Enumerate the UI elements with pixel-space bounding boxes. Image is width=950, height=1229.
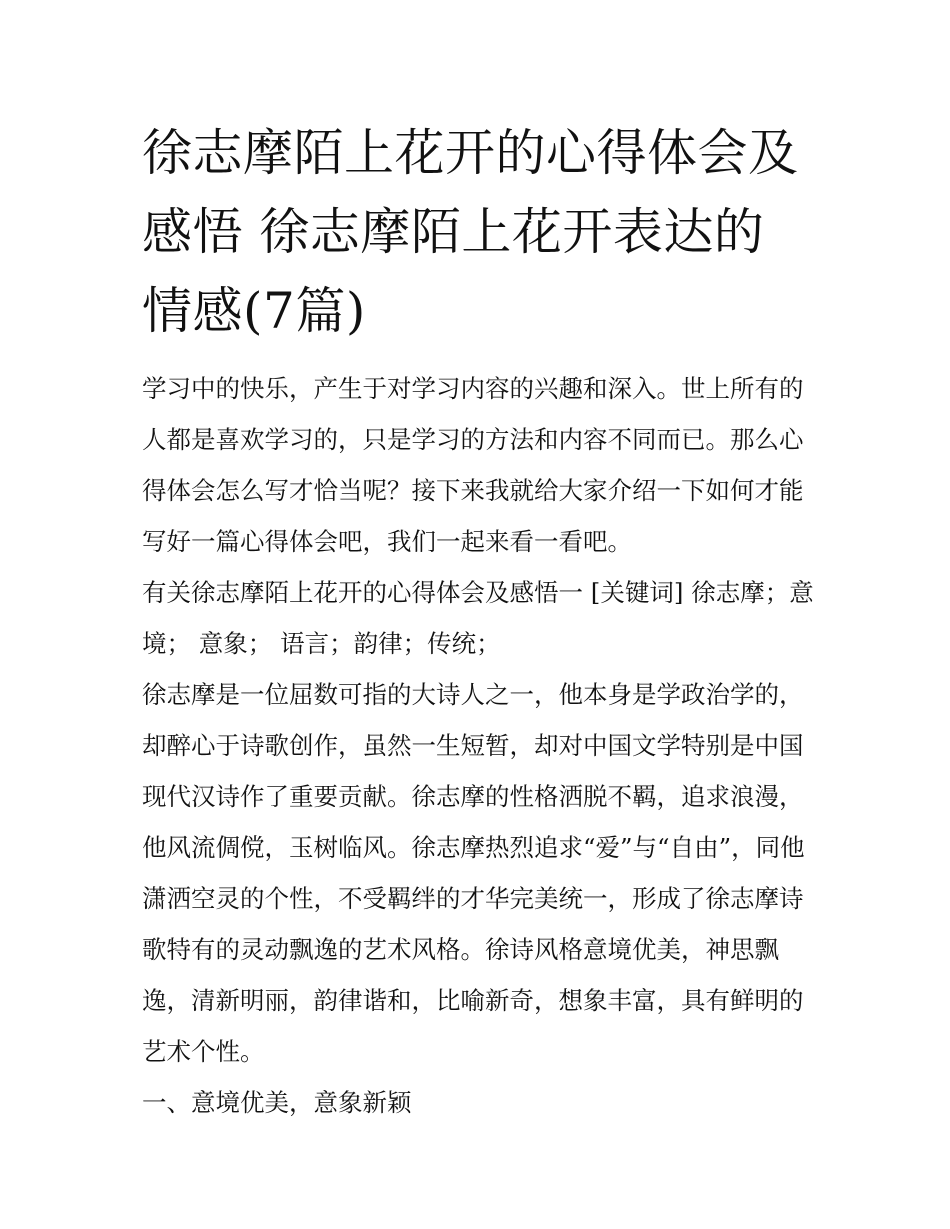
body-paragraph: 徐志摩是一位屈数可指的大诗人之一，他本身是学政治学的，却醉心于诗歌创作，虽然一生短暂，却对中国文学特别是中国现代汉诗作了重要贡献。徐志摩的性格洒脱不羁，追求浪漫，他风流倜傥，玉树临风。徐志摩热烈追求“爱”与“自由”，同他潇洒空灵的个性，不受羁绊的才华完美统一，形成了徐志摩诗歌特有的灵动飘逸的艺术风格。徐诗风格意境优美，神思飘逸，清新明丽，韵律谐和，比喻新奇，想象丰富，具有鲜明的艺术个性。 bbox=[142, 680, 805, 1066]
section-heading: 一、意境优美，意象新颖 bbox=[142, 1088, 412, 1117]
document-page bbox=[142, 114, 814, 1128]
intro-paragraph: 学习中的快乐，产生于对学习内容的兴趣和深入。世上所有的人都是喜欢学习的，只是学习的方法和内容不同而已。那么心得体会怎么写才恰当呢？接下来我就给大家介绍一下如何才能写好一篇心得体会吧，我们一起来看一看吧。 bbox=[142, 374, 804, 556]
document-title: 徐志摩陌上花开的心得体会及感悟 徐志摩陌上花开表达的情感(7篇) bbox=[142, 124, 799, 340]
keywords-paragraph: 有关徐志摩陌上花开的心得体会及感悟一 [关键词] 徐志摩；意境； 意象； 语言；韵律；传统； bbox=[142, 578, 814, 658]
